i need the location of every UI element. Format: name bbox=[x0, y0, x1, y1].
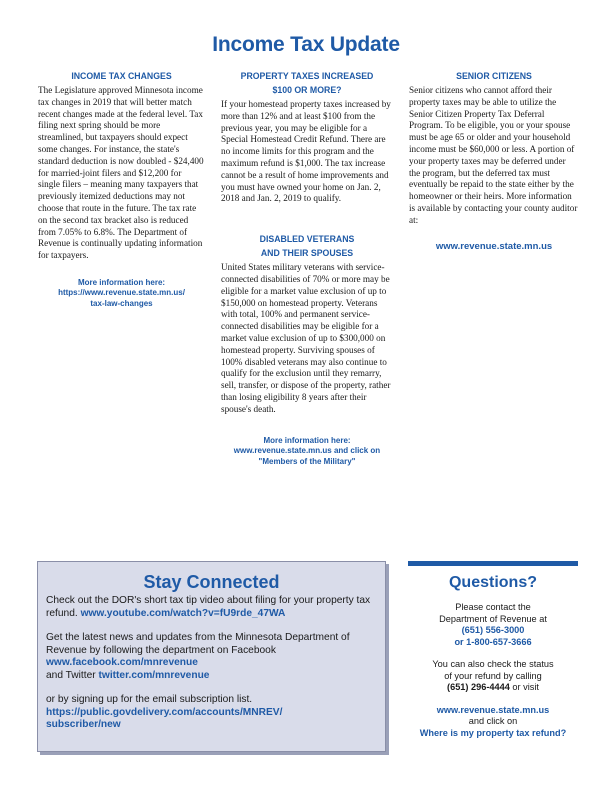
disabled-veterans-heading bbox=[228, 233, 386, 261]
stay-connected-box bbox=[37, 561, 386, 752]
contact-line1: Please contact the bbox=[455, 602, 531, 612]
contact-paragraph bbox=[408, 602, 578, 648]
stay-connected-title: Stay Connected bbox=[143, 572, 280, 592]
phone-number-1[interactable]: (651) 556-3000 bbox=[461, 625, 525, 635]
questions-title: Questions? bbox=[448, 574, 537, 591]
questions-divider bbox=[408, 561, 578, 566]
and-twitter-text: and Twitter bbox=[46, 669, 96, 681]
disabled-veterans-heading-line2: AND THEIR SPOUSES bbox=[260, 248, 354, 260]
members-of-military-link[interactable]: "Members of the Military" bbox=[258, 456, 356, 466]
income-tax-changes-body: The Legislature approved Minnesota income tax changes in 2019 that will better match recent changes made at the federal level. Tax filing next spring should be more streamlined, but taxpayers should expect some changes. For instance, the state's standard deduction is now doubled - $24,400 for married-joint filers and $12,200 for single filers – meaning many taxpayers that previously itemized deductions may not choose that route in the future. The tax rate on the second tax bracket also is reduced from 7.05% to 6.8%. The Department of Revenue is continually updating information for taxpayers. bbox=[38, 85, 204, 261]
property-taxes-heading-line2: $100 OR MORE? bbox=[272, 85, 342, 96]
income-tax-more-info bbox=[38, 278, 205, 310]
status-paragraph bbox=[408, 659, 578, 694]
property-taxes-section bbox=[221, 70, 393, 205]
property-taxes-heading bbox=[228, 70, 386, 98]
and-click-text: and click on bbox=[468, 716, 518, 726]
phone-number-2[interactable]: or 1-800-657-3666 bbox=[454, 636, 532, 647]
more-info-label: More information here: bbox=[263, 435, 351, 445]
email-text: or by signing up for the email subscription list. bbox=[46, 694, 253, 705]
email-paragraph bbox=[46, 694, 377, 732]
status-line1: You can also check the status bbox=[432, 659, 554, 669]
more-info-label: More information here: bbox=[77, 277, 166, 287]
social-text: Get the latest news and updates from the Minnesota Department of Revenue by following the department on Facebook bbox=[46, 632, 350, 656]
status-phone[interactable]: (651) 296-4444 bbox=[447, 682, 510, 692]
or-visit-text: or visit bbox=[512, 682, 539, 692]
veterans-link[interactable]: www.revenue.state.mn.us and click on bbox=[233, 446, 381, 456]
income-tax-changes-heading: INCOME TAX CHANGES bbox=[71, 71, 172, 82]
questions-section bbox=[408, 572, 578, 750]
govdelivery-link-line1[interactable]: https://public.govdelivery.com/accounts/MNREV/ bbox=[46, 706, 283, 718]
video-text: Check out the DOR's short tax tip video about filing for your property tax refund. bbox=[46, 595, 371, 619]
tax-law-changes-link-line2[interactable]: tax-law-changes bbox=[90, 298, 153, 308]
video-paragraph bbox=[46, 595, 377, 620]
govdelivery-link-line2[interactable]: subscriber/new bbox=[46, 719, 121, 730]
senior-citizens-section bbox=[409, 70, 579, 252]
disabled-veterans-heading-line1: DISABLED VETERANS bbox=[259, 234, 355, 246]
veterans-more-info bbox=[221, 436, 393, 468]
social-paragraph bbox=[46, 632, 377, 682]
property-taxes-heading-line1: PROPERTY TAXES INCREASED bbox=[240, 71, 374, 82]
refund-status-link[interactable]: Where is my property tax refund? bbox=[419, 727, 567, 738]
senior-citizens-heading: SENIOR CITIZENS bbox=[456, 71, 532, 82]
disabled-veterans-section bbox=[221, 233, 393, 467]
facebook-link[interactable]: www.facebook.com/mnrevenue bbox=[46, 657, 198, 668]
tax-law-changes-link-line1[interactable]: https://www.revenue.state.mn.us/ bbox=[58, 288, 185, 298]
questions-website-link[interactable]: www.revenue.state.mn.us bbox=[436, 704, 550, 715]
twitter-link[interactable]: twitter.com/mnrevenue bbox=[98, 669, 210, 681]
middle-column bbox=[221, 70, 393, 467]
senior-citizens-body: Senior citizens who cannot afford their property taxes may be able to utilize the Senior Citizen Property Tax Deferral Program. To be eligible, you or your spouse must be age 65 or older and your household income must be $60,000 or less. A portion of your property taxes may be deferred under the program, but the deferred tax must eventually be repaid to the state either by the homeowner or their heirs. More information is available by contacting your county auditor at: bbox=[409, 85, 578, 225]
status-line2: of your refund by calling bbox=[444, 670, 542, 681]
income-tax-changes-section bbox=[38, 70, 205, 309]
revenue-website-link[interactable]: www.revenue.state.mn.us bbox=[435, 240, 553, 252]
property-taxes-body: If your homestead property taxes increased by more than 12% and at least $100 from the previous year, you may be eligible for a Special Homestead Credit Refund. There are no income limits for this program and the maximum refund is $1,000. The tax increase cannot be a result of home improvements and you must have owned your home on Jan. 2, 2018 and Jan. 2, 2019 to qualify. bbox=[221, 99, 391, 204]
contact-line2: Department of Revenue at bbox=[439, 613, 547, 624]
youtube-link[interactable]: www.youtube.com/watch?v=fU9rde_47WA bbox=[80, 607, 286, 619]
disabled-veterans-body: United States military veterans with service-connected disabilities of 70% or more may be eligible for a market value exclusion of up to $150,000 on homestead property. Veterans with total, 100% and permanent service-connected disabilities may be eligible for a market value exclusion of up to $300,000 on homestead property. Surviving spouses of 100% disabled veterans may also continue to qualify for the exclusion until they remarry, sell, transfer, or dispose of the property, rather than losing eligibility 8 years after their spouse's death. bbox=[221, 262, 391, 414]
refund-paragraph bbox=[408, 705, 578, 740]
page-title: Income Tax Update bbox=[212, 33, 400, 56]
